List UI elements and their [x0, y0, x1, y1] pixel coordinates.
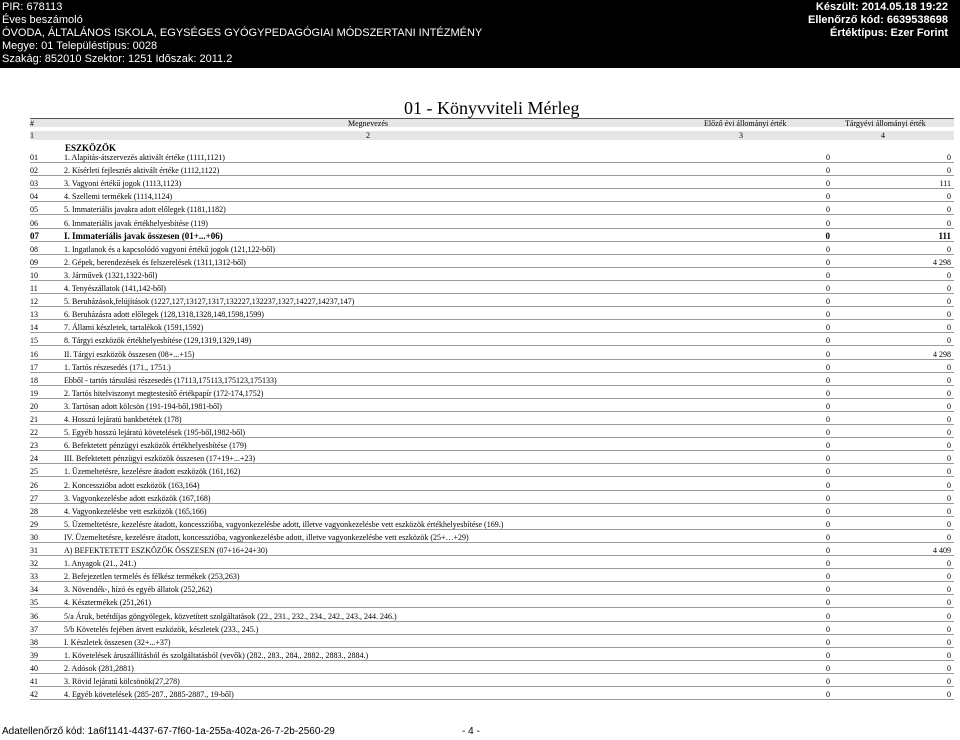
row-prev-value: 0 — [826, 611, 830, 621]
row-number: 40 — [30, 663, 38, 673]
row-prev-value: 0 — [826, 428, 830, 438]
table-row — [30, 453, 954, 464]
row-curr-value: 0 — [947, 454, 951, 464]
row-number: 26 — [30, 480, 38, 490]
row-prev-value: 0 — [826, 244, 830, 254]
row-number: 15 — [30, 336, 38, 346]
row-curr-value: 0 — [947, 244, 951, 254]
row-number: 10 — [30, 270, 38, 280]
row-prev-value: 0 — [826, 650, 830, 660]
row-prev-value: 0 — [826, 166, 830, 176]
row-prev-value: 0 — [826, 546, 830, 555]
table-row — [30, 204, 954, 215]
row-prev-value: 0 — [826, 506, 830, 516]
table-row — [30, 519, 954, 530]
row-curr-value: 0 — [947, 585, 951, 595]
row-prev-value: 0 — [826, 624, 830, 634]
row-number: 21 — [30, 415, 38, 424]
row-description: 6. Immateriális javak értékhelyesbítése (119) — [64, 218, 208, 228]
row-curr-value: 0 — [947, 205, 951, 215]
row-prev-value: 0 — [826, 585, 830, 595]
row-curr-value: 0 — [947, 218, 951, 228]
row-curr-value: 0 — [947, 637, 951, 647]
row-number: 09 — [30, 257, 38, 267]
row-prev-value: 0 — [826, 153, 830, 162]
row-description: 5/b Követelés fejében átvett eszközök, készletek (233., 245.) — [64, 624, 259, 634]
row-number: 38 — [30, 637, 38, 647]
footer-code: Adatellenőrző kód: 1a6f1141-4437-67-7f60-1a-255a-402a-26-7-2b-2560-29 — [2, 726, 335, 737]
row-number: 17 — [30, 362, 38, 372]
row-number: 30 — [30, 532, 38, 542]
row-curr-value: 0 — [947, 559, 951, 569]
row-curr-value: 0 — [947, 323, 951, 333]
row-number: 05 — [30, 205, 38, 215]
table-row — [30, 257, 954, 268]
row-description: 4. Tenyészállatok (141,142-ből) — [64, 284, 166, 293]
row-curr-value: 0 — [947, 428, 951, 438]
table-row — [30, 414, 954, 425]
row-number: 22 — [30, 428, 38, 438]
row-prev-value: 0 — [826, 441, 830, 451]
table-row — [30, 427, 954, 438]
row-description: 4. Késztermékek (251,261) — [64, 598, 152, 608]
row-description: 2. Adósok (281,2881) — [64, 663, 134, 673]
row-number: 35 — [30, 598, 38, 608]
table-row — [30, 349, 954, 360]
row-curr-value: 0 — [947, 611, 951, 621]
row-prev-value: 0 — [826, 559, 830, 569]
row-description: Ebből - tartós társulási részesedés (17113,175113,175123,175133) — [64, 375, 277, 385]
row-description: 1. Ingatlanok és a kapcsolódó vagyoni értékű jogok (121,122-ből) — [64, 244, 276, 254]
row-curr-value: 4 298 — [933, 349, 951, 359]
row-curr-value: 0 — [947, 690, 951, 700]
row-description: III. Befektetett pénzügyi eszközök összesen (17+19+...+23) — [64, 454, 256, 464]
row-description: 6. Beruházásra adott előlegek (128,1318,1328,148,1598,1599) — [64, 310, 264, 320]
row-curr-value: 0 — [947, 388, 951, 398]
row-description: 4. Vagyonkezelésbe vett eszközök (165,166) — [64, 506, 207, 516]
row-number: 20 — [30, 401, 38, 411]
row-prev-value: 0 — [826, 637, 830, 647]
row-number: 02 — [30, 166, 38, 176]
row-description: 2. Kísérleti fejlesztés aktivált értéke (1112,1122) — [64, 166, 220, 176]
row-description: 4. Szellemi termékek (1114,1124) — [64, 192, 173, 202]
row-prev-value: 0 — [826, 690, 830, 700]
row-curr-value: 4 409 — [933, 546, 951, 555]
row-number: 42 — [30, 690, 38, 700]
row-description: A) BEFEKTETETT ESZKÖZÖK ÖSSZESEN (07+16+24+30) — [64, 546, 268, 555]
row-number: 16 — [30, 349, 38, 359]
row-prev-value: 0 — [826, 663, 830, 673]
row-description: 3. Járművek (1321,1322-ből) — [64, 270, 158, 280]
row-curr-value: 0 — [947, 467, 951, 477]
row-number: 08 — [30, 244, 38, 254]
col-name-header: Megnevezés — [348, 119, 388, 128]
row-prev-value: 0 — [826, 179, 830, 189]
section-title: ESZKÖZÖK — [65, 143, 117, 153]
row-prev-value: 0 — [826, 401, 830, 411]
row-prev-value: 0 — [826, 297, 830, 307]
row-prev-value: 0 — [826, 415, 830, 424]
row-curr-value: 0 — [947, 677, 951, 686]
row-number: 07 — [30, 230, 39, 241]
row-description: 8. Tárgyi eszközök értékhelyesbítése (129,1319,1329,149) — [64, 336, 252, 346]
table-row — [30, 165, 954, 176]
row-curr-value: 0 — [947, 572, 951, 582]
row-prev-value: 0 — [826, 284, 830, 293]
row-description: 4. Egyéb követelések (285-287., 2885-2887., 19-ből) — [64, 690, 234, 700]
row-curr-value: 0 — [947, 310, 951, 320]
table-row — [30, 611, 954, 622]
row-number: 39 — [30, 650, 38, 660]
row-prev-value: 0 — [826, 493, 830, 503]
table-row — [30, 637, 954, 648]
row-description: 5/a Áruk, betétdíjas göngyölegek, közvetített szolgáltatások (22., 231., 232., 234., 242., 243., 244. 246.) — [64, 611, 397, 621]
table-row — [30, 231, 954, 242]
table-row — [30, 401, 954, 412]
row-description: 3. Vagyoni értékű jogok (1113,1123) — [64, 179, 182, 189]
row-number: 24 — [30, 454, 38, 464]
row-number: 25 — [30, 467, 38, 477]
col-num-header: # — [30, 119, 34, 128]
row-number: 03 — [30, 179, 38, 189]
table-row — [30, 480, 954, 491]
table-row — [30, 650, 954, 661]
sector-info: Szakág: 852010 Szektor: 1251 Időszak: 2011.2 — [2, 53, 233, 65]
row-curr-value: 0 — [947, 375, 951, 385]
col-num-1: 1 — [30, 131, 34, 140]
row-curr-value: 0 — [947, 532, 951, 542]
page-number: - 4 - — [462, 726, 480, 737]
row-prev-value: 0 — [826, 323, 830, 333]
row-description: I. Immateriális javak összesen (01+...+06) — [64, 230, 223, 241]
row-curr-value: 0 — [947, 362, 951, 372]
table-row — [30, 440, 954, 451]
table-row — [30, 663, 954, 674]
table-row — [30, 375, 954, 386]
row-number: 01 — [30, 153, 38, 162]
column-numbers — [30, 131, 954, 140]
row-description: 7. Állami készletek, tartalékok (1591,1592) — [64, 323, 204, 333]
row-number: 06 — [30, 218, 38, 228]
table-row — [30, 388, 954, 399]
table-row — [30, 335, 954, 346]
row-prev-value: 0 — [826, 310, 830, 320]
row-curr-value: 0 — [947, 506, 951, 516]
row-description: 3. Növendék-, hízó és egyéb állatok (252,262) — [64, 585, 213, 595]
table-row — [30, 571, 954, 582]
row-curr-value: 0 — [947, 192, 951, 202]
row-description: 2. Koncesszióba adott eszközök (163,164) — [64, 480, 200, 490]
row-number: 32 — [30, 559, 38, 569]
row-number: 23 — [30, 441, 38, 451]
row-description: IV. Üzemeltetésre, kezelésre átadott, koncesszióba, vagyonkezelésbe adott, illetve vagyonkezelésbe vett eszközök (25+…+29) — [64, 532, 469, 542]
table-row — [30, 466, 954, 477]
row-prev-value: 0 — [826, 270, 830, 280]
table-row — [30, 270, 954, 281]
table-row — [30, 309, 954, 320]
row-description: 3. Rövid lejáratú kölcsönök(27,278) — [64, 677, 180, 686]
table-row — [30, 624, 954, 635]
table-row — [30, 178, 954, 189]
row-prev-value: 0 — [826, 572, 830, 582]
row-curr-value: 0 — [947, 401, 951, 411]
table-row — [30, 558, 954, 569]
row-number: 12 — [30, 297, 38, 307]
row-number: 36 — [30, 611, 38, 621]
row-description: II. Tárgyi eszközök összesen (08+...+15) — [64, 349, 195, 359]
row-curr-value: 4 298 — [933, 257, 951, 267]
row-curr-value: 0 — [947, 441, 951, 451]
row-curr-value: 0 — [947, 153, 951, 162]
table-row — [30, 362, 954, 373]
row-prev-value: 0 — [826, 388, 830, 398]
table-row — [30, 545, 954, 556]
row-curr-value: 0 — [947, 519, 951, 529]
table-row — [30, 493, 954, 504]
header-left — [2, 1, 482, 66]
row-number: 41 — [30, 677, 38, 686]
row-description: 3. Vagyonkezelésbe adott eszközök (167,168) — [64, 493, 211, 503]
row-description: 5. Beruházások,felújítások (1227,127,13127,1317,132227,132237,1327,14227,14237,147) — [64, 297, 355, 307]
row-number: 14 — [30, 323, 38, 333]
report-type: Éves beszámoló — [2, 14, 83, 26]
row-description: 3. Tartósan adott kölcsön (191-194-ből,1981-ből) — [64, 401, 222, 411]
row-curr-value: 0 — [947, 663, 951, 673]
row-number: 04 — [30, 192, 38, 202]
row-curr-value: 0 — [947, 336, 951, 346]
column-headers — [30, 119, 954, 127]
table-row — [30, 322, 954, 333]
col-curr-header: Tárgyévi állományi érték — [845, 119, 926, 128]
row-description: 6. Befektetett pénzügyi eszközök értékhelyesbítése (179) — [64, 441, 247, 451]
row-number: 29 — [30, 519, 38, 529]
page-title: 01 - Könyvviteli Mérleg — [404, 98, 580, 118]
table-row — [30, 676, 954, 687]
row-number: 28 — [30, 506, 38, 516]
row-curr-value: 0 — [947, 166, 951, 176]
value-type: Értéktípus: Ezer Forint — [830, 27, 948, 39]
institution-name: ÓVODA, ÁLTALÁNOS ISKOLA, EGYSÉGES GYÓGYPEDAGÓGIAI MÓDSZERTANI INTÉZMÉNY — [2, 27, 483, 39]
row-prev-value: 0 — [826, 257, 830, 267]
row-description: 5. Üzemeltetésre, kezelésre átadott, koncesszióba, vagyonkezelésbe adott, illetve vagyonkezelésbe vett eszközök értékhelyesbítése (169.) — [64, 519, 504, 529]
row-prev-value: 0 — [826, 205, 830, 215]
row-number: 31 — [30, 546, 38, 555]
row-description: 5. Egyéb hosszú lejáratú követelések (195-ből,1982-ből) — [64, 428, 246, 438]
table-row — [30, 244, 954, 255]
table-row — [30, 283, 954, 294]
table-row — [30, 532, 954, 543]
table-row — [30, 689, 954, 700]
col-prev-header: Előző évi állományi érték — [704, 119, 787, 128]
row-curr-value: 0 — [947, 415, 951, 424]
pir-label: PIR: 678113 — [2, 1, 63, 13]
row-number: 18 — [30, 375, 38, 385]
row-prev-value: 0 — [826, 467, 830, 477]
row-prev-value: 0 — [826, 349, 830, 359]
row-description: 2. Gépek, berendezések és felszerelések (1311,1312-ből) — [64, 257, 246, 267]
row-curr-value: 0 — [947, 624, 951, 634]
check-code: Ellenőrző kód: 6639538698 — [807, 14, 948, 26]
row-curr-value: 0 — [947, 493, 951, 503]
row-number: 33 — [30, 572, 38, 582]
table-row — [30, 191, 954, 202]
row-description: 1. Alapítás-átszervezés aktivált értéke (1111,1121) — [64, 153, 225, 162]
table-row — [30, 296, 954, 307]
row-description: 2. Tartós hitelviszonyt megtestesítő értékpapír (172-174,1752) — [64, 388, 264, 398]
row-description: 1. Üzemeltetésre, kezelésre átadott eszközök (161,162) — [64, 467, 241, 477]
row-description: 5. Immateriális javakra adott előlegek (1181,1182) — [64, 205, 226, 215]
row-prev-value: 0 — [826, 192, 830, 202]
row-curr-value: 111 — [938, 230, 951, 241]
created-date: Készült: 2014.05.18 19:22 — [815, 1, 948, 13]
report-header — [0, 0, 960, 68]
row-curr-value: 0 — [947, 270, 951, 280]
row-prev-value: 0 — [826, 598, 830, 608]
row-curr-value: 0 — [947, 650, 951, 660]
table-row — [30, 597, 954, 608]
table-row — [30, 152, 954, 163]
county-info: Megye: 01 Településtípus: 0028 — [2, 40, 158, 52]
row-description: I. Készletek összesen (32+...+37) — [64, 637, 171, 647]
row-description: 1. Követelések áruszállításból és szolgáltatásból (vevők) (282., 283., 284., 2882., 2883., 2884.) — [64, 650, 369, 660]
row-number: 34 — [30, 585, 38, 595]
row-curr-value: 0 — [947, 284, 951, 293]
row-curr-value: 0 — [947, 598, 951, 608]
col-num-2: 2 — [366, 131, 370, 140]
row-prev-value: 0 — [826, 375, 830, 385]
row-number: 11 — [30, 284, 38, 293]
row-number: 27 — [30, 493, 38, 503]
col-num-4: 4 — [881, 131, 885, 140]
row-prev-value: 0 — [825, 230, 830, 241]
row-prev-value: 0 — [826, 677, 830, 686]
row-curr-value: 0 — [947, 297, 951, 307]
row-description: 1. Tartós részesedés (171., 1751.) — [64, 362, 171, 372]
row-description: 4. Hosszú lejáratú bankbetétek (178) — [64, 415, 182, 424]
row-number: 37 — [30, 624, 38, 634]
row-description: 2. Befejezetlen termelés és félkész termékek (253,263) — [64, 572, 240, 582]
row-prev-value: 0 — [826, 454, 830, 464]
row-prev-value: 0 — [826, 336, 830, 346]
row-curr-value: 0 — [947, 480, 951, 490]
row-prev-value: 0 — [826, 532, 830, 542]
row-description: 1. Anyagok (21., 241.) — [64, 559, 137, 569]
row-curr-value: 111 — [939, 179, 951, 189]
table-row — [30, 584, 954, 595]
table-row — [30, 506, 954, 517]
row-prev-value: 0 — [826, 218, 830, 228]
row-number: 19 — [30, 388, 38, 398]
header-right — [808, 1, 948, 40]
col-num-3: 3 — [739, 131, 743, 140]
row-prev-value: 0 — [826, 362, 830, 372]
row-prev-value: 0 — [826, 480, 830, 490]
table-row — [30, 218, 954, 229]
row-number: 13 — [30, 310, 38, 320]
row-prev-value: 0 — [826, 519, 830, 529]
